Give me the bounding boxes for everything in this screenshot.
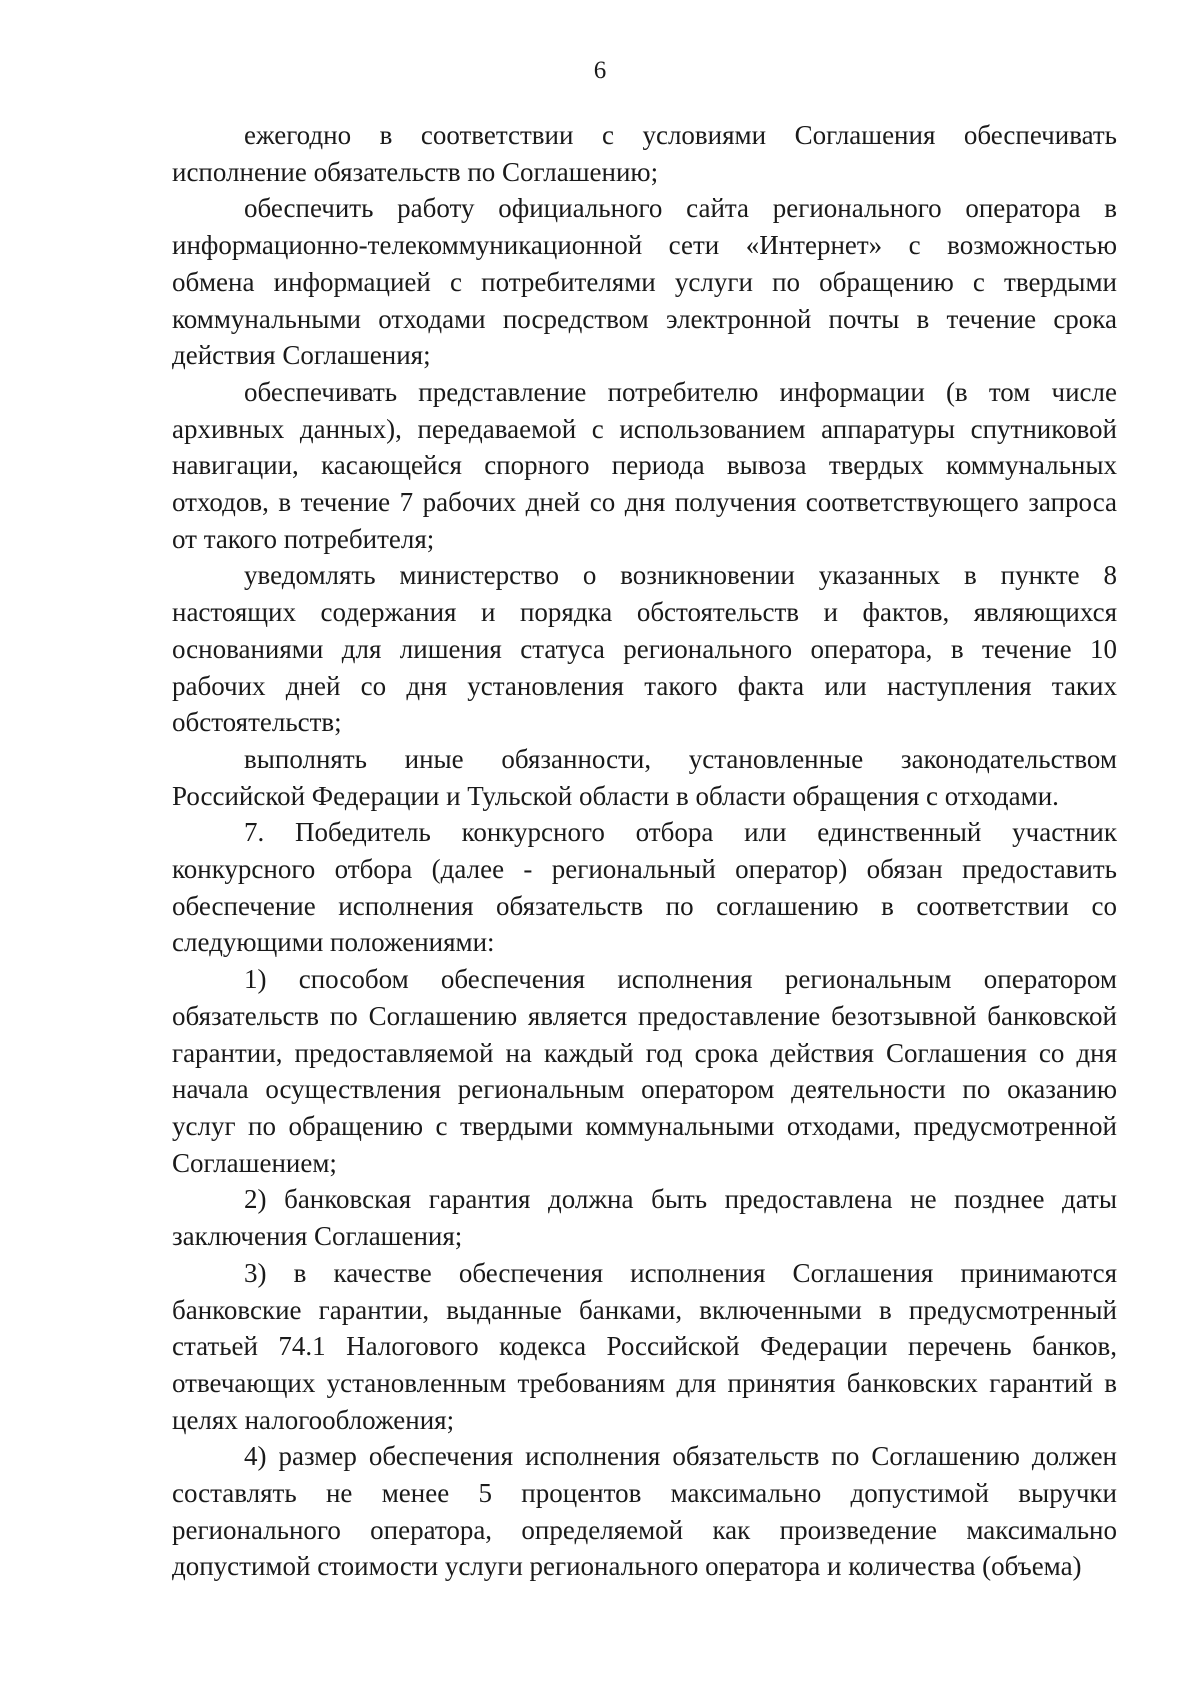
paragraph-official-website: обеспечить работу официального сайта регионального оператора в информационно-телекоммуникационной сети «Интернет» с возможностью обмена информацией с потребителями услуги по обращению с твердыми коммунальными отходами посредством электронной почты в течение срока действия Соглашения;	[172, 193, 1117, 371]
paragraph-subitem-2: 2) банковская гарантия должна быть предоставлена не позднее даты заключения Соглашения;	[172, 1184, 1117, 1252]
document-body	[172, 117, 1117, 1585]
paragraph-other-duties: выполнять иные обязанности, установленные законодательством Российской Федерации и Тульской области в области обращения с отходами.	[172, 743, 1117, 811]
paragraph-item-7: 7. Победитель конкурсного отбора или единственный участник конкурсного отбора (далее - региональный оператор) обязан предоставить обеспечение исполнения обязательств по соглашению в соответствии со следующими положениями:	[172, 817, 1117, 958]
paragraph-subitem-3: 3) в качестве обеспечения исполнения Соглашения принимаются банковские гарантии, выданные банками, включенными в предусмотренный статьей 74.1 Налогового кодекса Российской Федерации перечень банков, отвечающих установленным требованиям для принятия банковских гарантий в целях налогообложения;	[172, 1257, 1117, 1435]
paragraph-satellite-navigation-data: обеспечивать представление потребителю информации (в том числе архивных данных), передаваемой с использованием аппаратуры спутниковой навигации, касающейся спорного периода вывоза твердых коммунальных отходов, в течение 7 рабочих дней со дня получения соответствующего запроса от такого потребителя;	[172, 376, 1117, 554]
paragraph-annual-obligations: ежегодно в соответствии с условиями Соглашения обеспечивать исполнение обязательств по Соглашению;	[172, 120, 1117, 187]
page-number: 6	[593, 57, 607, 84]
paragraph-subitem-1: 1) способом обеспечения исполнения региональным оператором обязательств по Соглашению является предоставление безотзывной банковской гарантии, предоставляемой на каждый год срока действия Соглашения со дня начала осуществления региональным оператором деятельности по оказанию услуг по обращению с твердыми коммунальными отходами, предусмотренной Соглашением;	[172, 964, 1117, 1178]
paragraph-notify-ministry: уведомлять министерство о возникновении указанных в пункте 8 настоящих содержания и порядка обстоятельств и фактов, являющихся основаниями для лишения статуса регионального оператора, в течение 10 рабочих дней со дня установления такого факта или наступления таких обстоятельств;	[172, 560, 1117, 738]
paragraph-subitem-4: 4) размер обеспечения исполнения обязательств по Соглашению должен составлять не менее 5 процентов максимально допустимой выручки регионального оператора, определяемой как произведение максимально допустимой стоимости услуги регионального оператора и количества (объема)	[172, 1441, 1117, 1582]
